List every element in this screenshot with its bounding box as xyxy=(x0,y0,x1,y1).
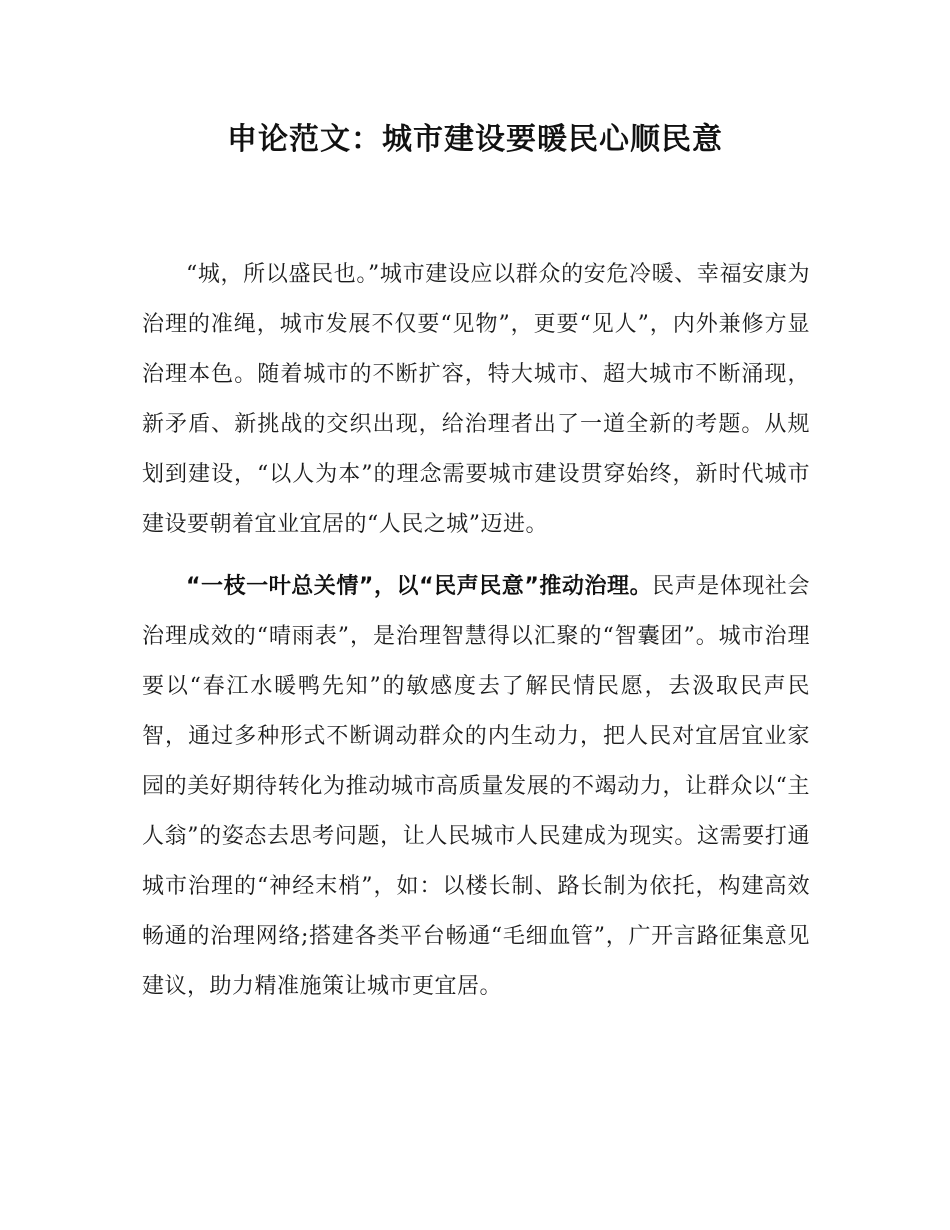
document-title: 申论范文：城市建设要暖民心顺民意 xyxy=(227,122,723,157)
paragraph-public-opinion-text: 民声是体现社会治理成效的“晴雨表”，是治理智慧得以汇聚的“智囊团”。城市治理要以“春江水暖鸭先知”的敏感度去了解民情民愿，去汲取民声民智，通过多种形式不断调动群众的内生动力，把人民对宜居宜业家园的美好期待转化为推动城市高质量发展的不竭动力，让群众以“主人翁”的姿态去思考问题，让人民城市人民建成为现实。这需要打通城市治理的“神经末梢”，如：以楼长制、路长制为依托，构建高效畅通的治理网络;搭建各类平台畅通“毛细血管”，广开言路征集意见建议，助力精准施策让城市更宜居。 xyxy=(142,574,810,999)
paragraph-public-opinion xyxy=(142,562,810,1012)
paragraph-intro-text: “城，所以盛民也。”城市建设应以群众的安危冷暖、幸福安康为治理的准绳，城市发展不仅要“见物”，更要“见人”，内外兼修方显治理本色。随着城市的不断扩容，特大城市、超大城市不断涌现，新矛盾、新挑战的交织出现，给治理者出了一道全新的考题。从规划到建设，“以人为本”的理念需要城市建设贯穿始终，新时代城市建设要朝着宜业宜居的“人民之城”迈进。 xyxy=(142,262,810,537)
document-body xyxy=(142,250,810,1024)
paragraph-lead-heading: “一枝一叶总关情”，以“民声民意”推动治理。 xyxy=(186,574,653,599)
paragraph-intro xyxy=(142,250,810,550)
